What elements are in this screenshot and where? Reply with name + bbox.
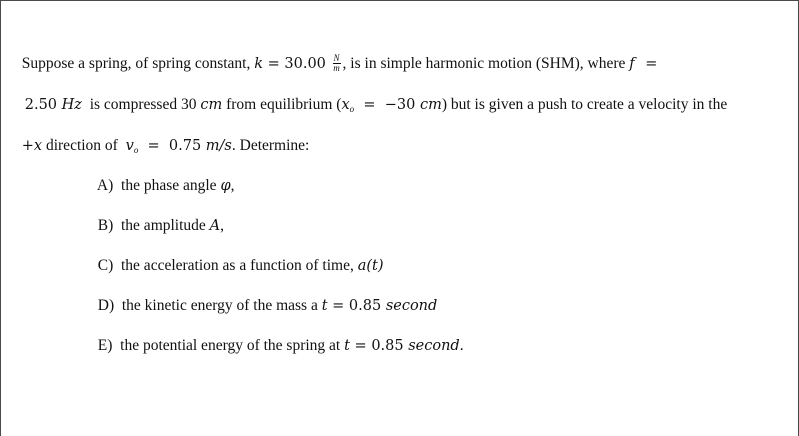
f-unit: Hz: [61, 97, 82, 113]
x-variable: x: [341, 97, 350, 113]
item-c-tail: (t): [366, 258, 384, 274]
plus-sign: +: [21, 138, 34, 154]
f-variable: f: [629, 56, 635, 72]
item-e-text: the potential energy of the spring at: [112, 337, 345, 354]
item-e-math: t: [344, 338, 350, 354]
x-unit: cm: [419, 97, 442, 113]
v-variable: v: [125, 138, 134, 154]
item-d-eq: = 0.85: [327, 298, 386, 314]
question-item-e: [90, 316, 464, 356]
line3-text-b: . Determine:: [231, 137, 310, 154]
v-subscript: o: [133, 145, 139, 155]
unit-fraction: [333, 54, 341, 73]
item-b-text: the amplitude: [113, 217, 210, 234]
question-item-b: [90, 196, 224, 236]
item-c-text: the acceleration as a function of time,: [113, 257, 358, 274]
line1-text-a: Suppose a spring, of spring constant,: [21, 55, 255, 72]
item-e-tail: .: [459, 337, 464, 354]
item-d-label: D): [97, 297, 115, 314]
line3-text-a: direction of: [42, 137, 126, 154]
line1-text-b: , is in simple harmonic motion (SHM), where: [342, 55, 630, 72]
problem-line-1: [14, 34, 657, 74]
question-item-d: [90, 276, 437, 316]
problem-line-3: [14, 116, 309, 160]
item-e-label: E): [97, 337, 113, 354]
item-b-math: A: [209, 218, 221, 234]
item-d-unit: second: [385, 298, 438, 314]
item-a-label: A): [96, 177, 114, 194]
x-subscript: o: [349, 104, 355, 114]
item-a-text: the phase angle: [113, 177, 221, 194]
line2-text-a: is compressed 30: [81, 96, 201, 113]
v-value: = 0.75: [138, 138, 206, 154]
unit-denominator: m: [333, 62, 340, 73]
f-equals: =: [640, 56, 658, 72]
item-b-label: B): [97, 217, 114, 234]
item-d-text: the kinetic energy of the mass a: [114, 297, 322, 314]
line2-text-c: ) but is given a push to create a velocity in the: [441, 96, 728, 113]
item-b-tail: ,: [220, 217, 225, 234]
item-a-math: φ: [220, 178, 231, 194]
item-d-math: t: [321, 298, 328, 314]
x-value: = −30: [354, 97, 420, 113]
item-e-eq: = 0.85: [349, 338, 409, 354]
k-value: = 30.00: [263, 56, 331, 72]
f-value: 2.50: [24, 97, 62, 113]
item-a-tail: ,: [230, 177, 235, 194]
k-variable: k: [254, 56, 264, 72]
item-c-math: a: [357, 258, 367, 274]
line2-text-b: from equilibrium (: [222, 96, 342, 113]
question-item-c: [90, 236, 384, 276]
x-direction-variable: x: [33, 138, 43, 154]
cm-unit: cm: [200, 97, 223, 113]
unit-numerator: N: [333, 52, 340, 63]
problem-line-2: [17, 75, 727, 119]
item-e-unit: second: [408, 338, 460, 354]
v-unit: m/s: [205, 138, 232, 154]
item-c-label: C): [97, 257, 114, 274]
question-item-a: [90, 156, 234, 196]
